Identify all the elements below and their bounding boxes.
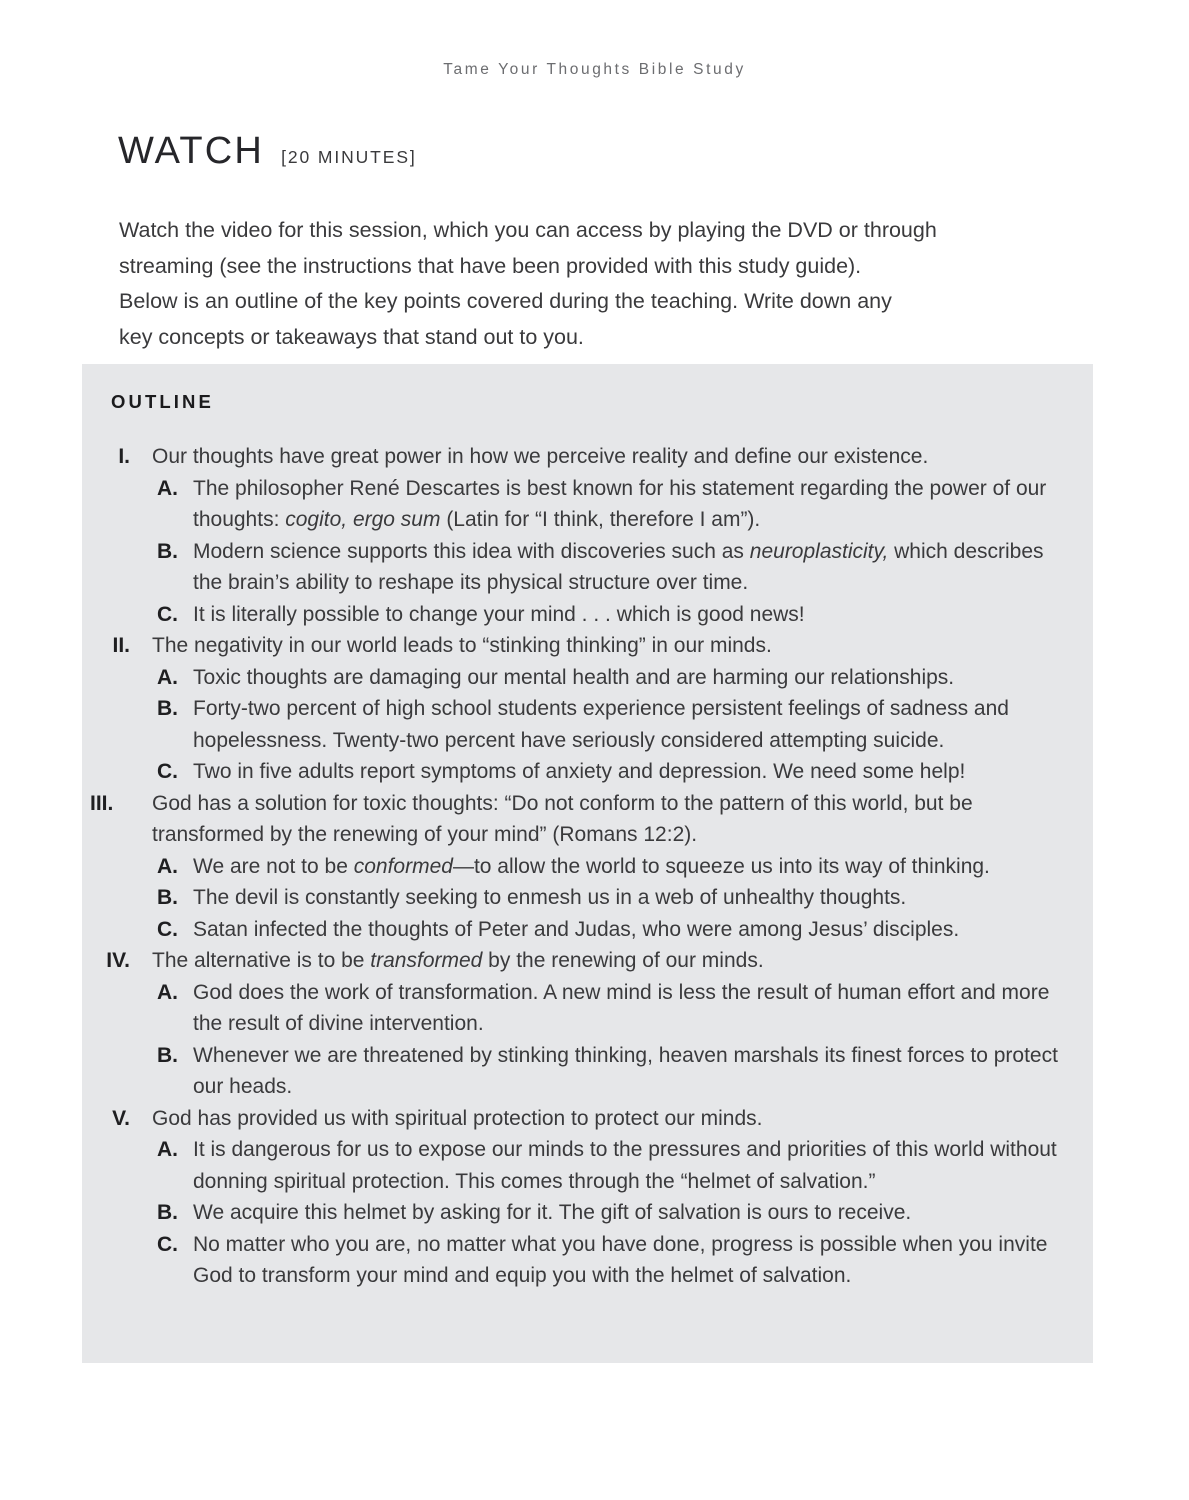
outline-item-level2 xyxy=(82,1197,1093,1229)
outline-marker-letter: B. xyxy=(157,539,178,563)
outline-emphasis: conformed xyxy=(353,854,453,878)
outline-item-level2 xyxy=(82,882,1093,914)
outline-text: Forty-two percent of high school students experience persistent feelings of sadness and hopelessness. Twenty-two percent have seriously considered attempting suicide. xyxy=(193,697,1009,752)
outline-item-level2 xyxy=(82,1229,1093,1292)
outline-item-level2 xyxy=(82,851,1093,883)
outline-text: Satan infected the thoughts of Peter and Judas, who were among Jesus’ disciples. xyxy=(193,917,960,941)
outline-item-level2 xyxy=(82,662,1093,694)
outline-panel xyxy=(82,364,1093,1363)
outline-marker-roman: II. xyxy=(112,634,130,657)
running-head: Tame Your Thoughts Bible Study xyxy=(443,61,746,78)
outline-marker-letter: C. xyxy=(157,1232,178,1256)
outline-text-continued: which describes the brain’s ability to reshape its physical structure over time. xyxy=(193,539,1044,594)
outline-text: Modern science supports this idea with discoveries such as xyxy=(193,539,750,563)
outline-emphasis: cogito, ergo sum xyxy=(285,508,441,531)
outline-text: The negativity in our world leads to “stinking thinking” in our minds. xyxy=(152,634,772,657)
outline-marker-letter: A. xyxy=(157,665,178,689)
intro-line-3: Below is an outline of the key points covered during the teaching. Write down any xyxy=(119,289,892,313)
outline-item-level1 xyxy=(82,945,1093,977)
outline-text: God has provided us with spiritual protection to protect our minds. xyxy=(152,1106,763,1130)
outline-text-continued: —to allow the world to squeeze us into its way of thinking. xyxy=(452,854,990,878)
outline-item-level2 xyxy=(82,1134,1093,1197)
outline-marker-letter: A. xyxy=(157,854,178,878)
outline-item-level2 xyxy=(82,599,1093,631)
outline-marker-roman: III. xyxy=(90,791,114,815)
outline-text: No matter who you are, no matter what you have done, progress is possible when you invite God to transform your mind and equip you with the helmet of salvation. xyxy=(193,1232,1048,1287)
outline-item-level2 xyxy=(82,693,1093,756)
outline-text: The philosopher René Descartes is best known for his statement regarding the power of our thoughts: xyxy=(193,476,1047,531)
outline-item-level2 xyxy=(82,1040,1093,1103)
outline-heading: OUTLINE xyxy=(111,391,214,412)
outline-text: The devil is constantly seeking to enmesh us in a web of unhealthy thoughts. xyxy=(193,886,907,909)
outline-marker-roman: V. xyxy=(112,1106,130,1130)
outline-text: We acquire this helmet by asking for it. The gift of salvation is ours to receive. xyxy=(193,1201,912,1224)
section-title-row xyxy=(118,132,417,170)
outline-text: We are not to be xyxy=(193,854,354,878)
outline-text: The alternative is to be xyxy=(152,949,371,972)
page-title: WATCH xyxy=(118,130,265,172)
outline-item-level2 xyxy=(82,473,1093,536)
outline-item-level2 xyxy=(82,914,1093,946)
outline-marker-roman: I. xyxy=(118,445,130,468)
intro-line-2: streaming (see the instructions that have been provided with this study guide). xyxy=(119,253,862,278)
outline-marker-letter: A. xyxy=(157,980,178,1004)
outline-item-level1 xyxy=(82,1103,1093,1135)
outline-item-level2 xyxy=(82,536,1093,599)
outline-emphasis: neuroplasticity, xyxy=(749,539,889,563)
outline-item-level1 xyxy=(82,441,1093,473)
outline-text-continued: (Latin for “I think, therefore I am”). xyxy=(440,508,761,531)
outline-text: It is dangerous for us to expose our minds to the pressures and priorities of this world without donning spiritual protection. This comes through the “helmet of salvation.” xyxy=(193,1138,1057,1193)
intro-paragraph xyxy=(119,213,1061,355)
outline-text: Our thoughts have great power in how we perceive reality and define our existence. xyxy=(152,445,929,468)
outline-marker-letter: C. xyxy=(157,760,178,783)
outline-marker-letter: A. xyxy=(157,476,178,500)
outline-marker-letter: B. xyxy=(157,1201,178,1224)
outline-marker-roman: IV. xyxy=(106,949,130,972)
outline-text: God has a solution for toxic thoughts: “Do not conform to the pattern of this world, but be transformed by the renewing of your mind” (Romans 12:2). xyxy=(152,791,973,846)
outline-item-level1 xyxy=(82,630,1093,662)
outline-text: Two in five adults report symptoms of anxiety and depression. We need some help! xyxy=(193,760,966,783)
outline-text-continued: by the renewing of our minds. xyxy=(482,949,764,972)
outline-text: It is literally possible to change your mind . . . which is good news! xyxy=(193,602,805,626)
outline-item-level2 xyxy=(82,756,1093,788)
session-duration: [20 MINUTES] xyxy=(281,147,417,167)
outline-marker-letter: B. xyxy=(157,886,178,909)
outline-marker-letter: A. xyxy=(157,1138,178,1161)
intro-line-1: Watch the video for this session, which you can access by playing the DVD or through xyxy=(119,218,937,242)
outline-text: God does the work of transformation. A new mind is less the result of human effort and more the result of divine intervention. xyxy=(193,980,1050,1035)
outline-item-level1 xyxy=(82,788,1093,851)
outline-text: Whenever we are threatened by stinking thinking, heaven marshals its finest forces to protect our heads. xyxy=(193,1043,1058,1098)
outline-item-level2 xyxy=(82,977,1093,1040)
intro-line-4: key concepts or takeaways that stand out to you. xyxy=(119,324,584,349)
outline-emphasis: transformed xyxy=(370,949,483,972)
outline-list xyxy=(82,441,1093,1292)
outline-marker-letter: B. xyxy=(157,697,178,720)
outline-marker-letter: C. xyxy=(157,602,178,626)
outline-text: Toxic thoughts are damaging our mental health and are harming our relationships. xyxy=(193,665,955,689)
outline-marker-letter: B. xyxy=(157,1043,178,1067)
outline-marker-letter: C. xyxy=(157,917,178,941)
